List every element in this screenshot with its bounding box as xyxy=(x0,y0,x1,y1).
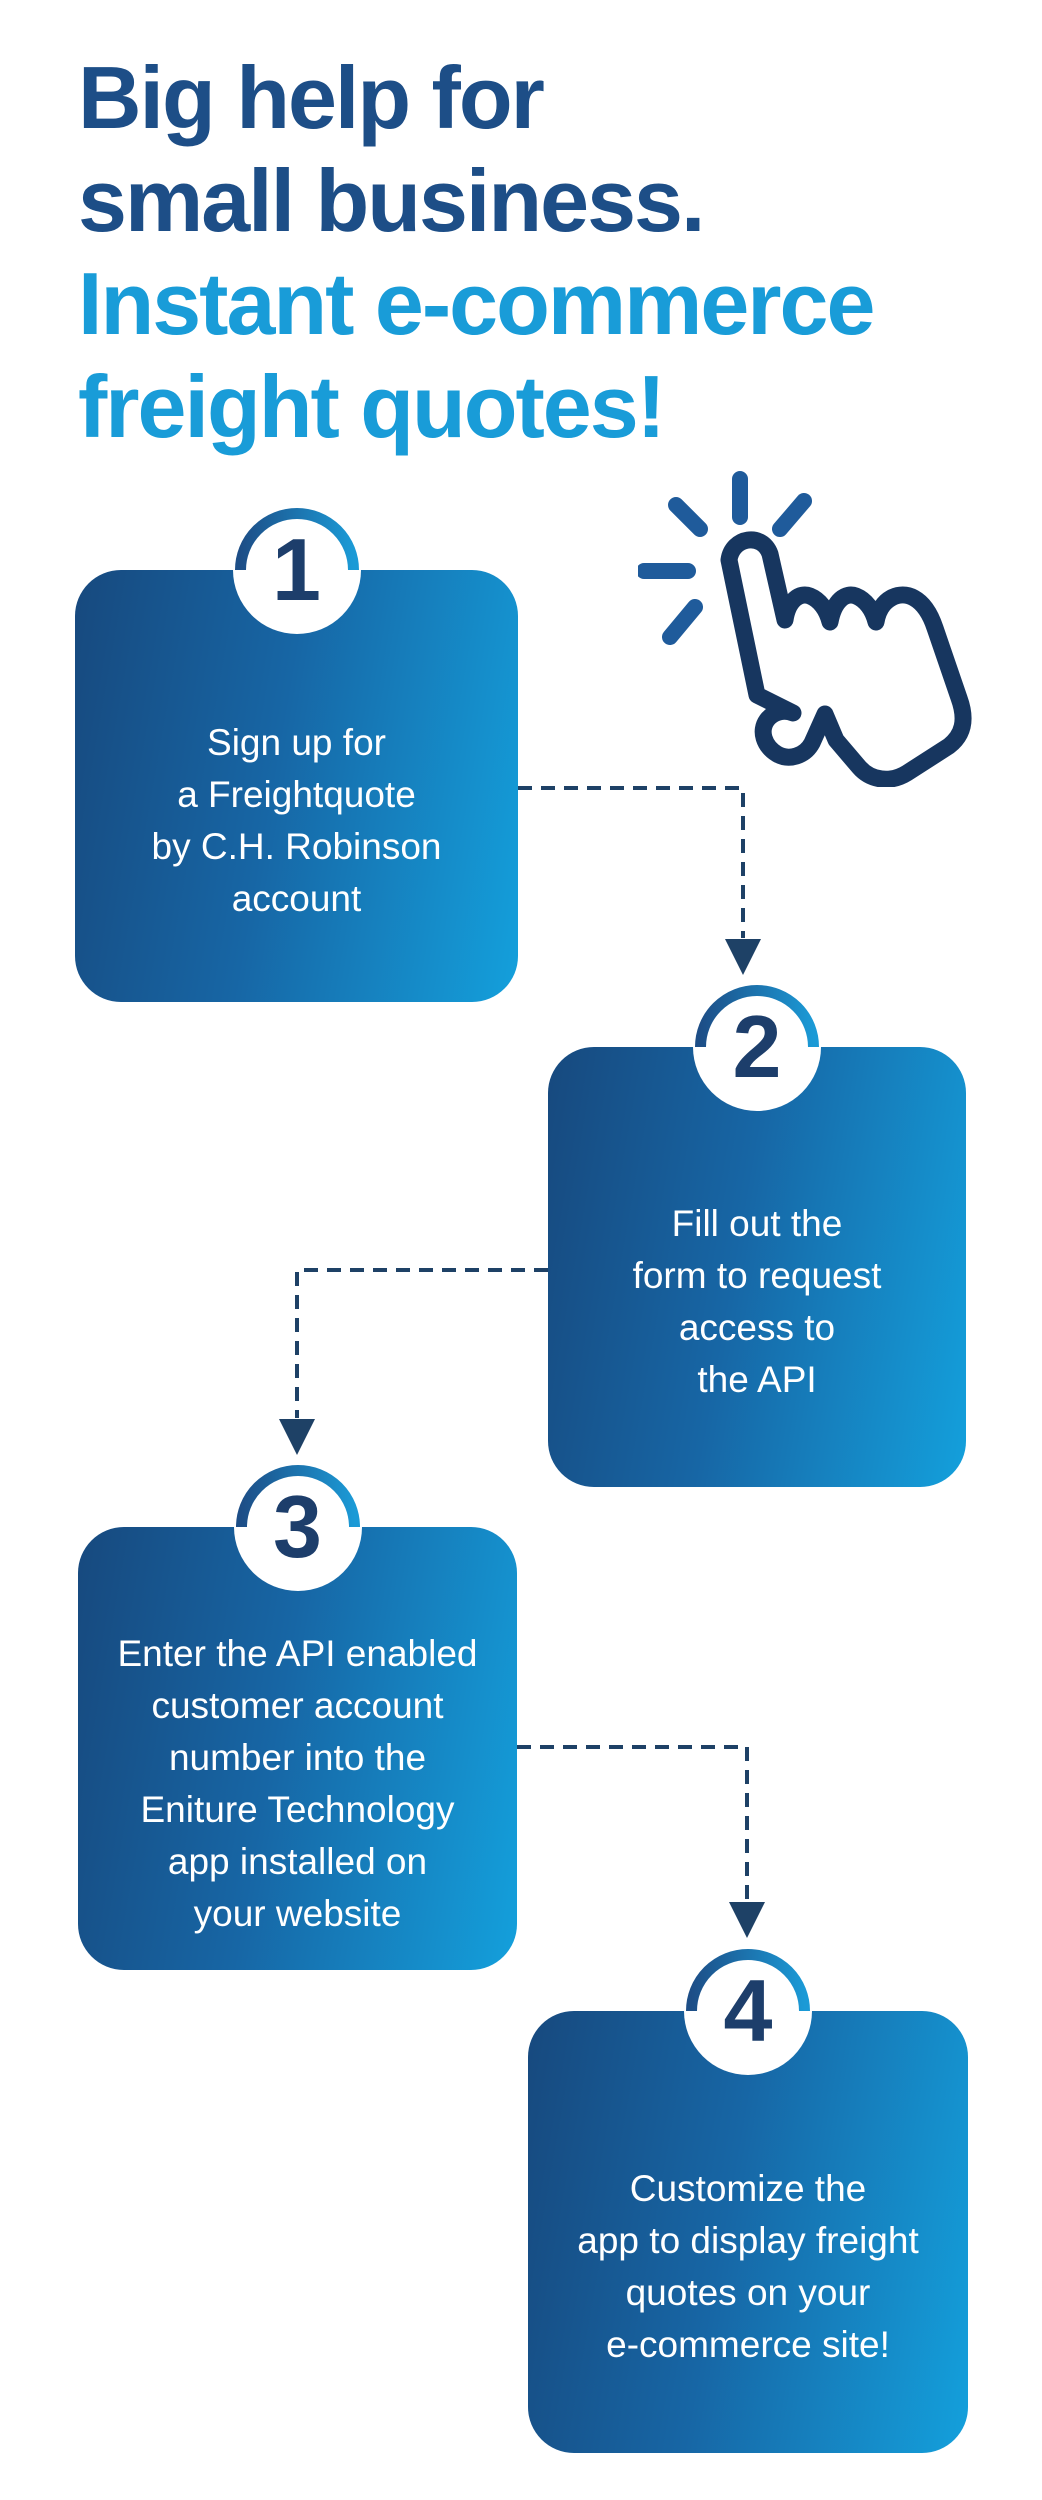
step-2-box xyxy=(548,997,966,1487)
step-number: 3 xyxy=(273,1477,322,1576)
click-hand-icon xyxy=(638,452,1038,787)
connector-step1-step2 xyxy=(518,788,743,938)
step-text-line: Eniture Technology xyxy=(140,1788,455,1830)
step-text-line: the API xyxy=(697,1359,817,1400)
step-number: 2 xyxy=(732,997,782,1096)
step-number: 4 xyxy=(723,1961,773,2060)
title-accent-line-2: freight quotes! xyxy=(78,357,664,456)
step-text-line: by C.H. Robinson xyxy=(151,826,442,867)
step-text-line: Sign up for xyxy=(207,722,386,763)
step-text-line: Fill out the xyxy=(671,1203,843,1244)
step-text-line: quotes on your xyxy=(625,2272,871,2313)
step-text-line: form to request xyxy=(632,1255,882,1296)
step-3-box xyxy=(78,1477,517,1970)
step-1-box xyxy=(75,520,518,1002)
pointing-hand-icon xyxy=(729,540,963,779)
title-accent-line-1: Instant e-commerce xyxy=(78,254,874,353)
step-3-number-badge xyxy=(234,1463,362,1591)
arrowhead-down-icon xyxy=(725,939,761,975)
step-1-text xyxy=(152,647,442,925)
title-line-1: Big help for xyxy=(78,48,543,147)
step-text-line: Customize the xyxy=(629,2168,867,2209)
connector-step2-step3 xyxy=(297,1270,548,1418)
step-text-line: app installed on xyxy=(167,1840,428,1882)
step-text-line: e-commerce site! xyxy=(606,2324,890,2365)
step-2-number-badge xyxy=(693,983,821,1111)
step-1-number-badge xyxy=(233,506,361,634)
step-text-line: customer account xyxy=(151,1684,444,1726)
title-line-2: small business. xyxy=(78,151,704,250)
step-text-line: account xyxy=(231,878,362,919)
step-text-line: access to xyxy=(678,1307,836,1348)
step-3-text xyxy=(118,1558,478,1940)
step-2-text xyxy=(633,1128,882,1406)
connector-step3-step4 xyxy=(517,1747,747,1901)
arrowhead-down-icon xyxy=(729,1902,765,1938)
page-title xyxy=(78,46,873,458)
step-text-line: a Freightquote xyxy=(177,774,416,815)
step-text-line: number into the xyxy=(168,1736,427,1778)
step-number: 1 xyxy=(272,520,321,619)
step-4-text xyxy=(577,2093,918,2371)
step-text-line: your website xyxy=(193,1892,402,1934)
arrowhead-down-icon xyxy=(279,1419,315,1455)
step-4-number-badge xyxy=(684,1947,812,2075)
step-4-box xyxy=(528,1961,968,2453)
step-text-line: Enter the API enabled xyxy=(117,1632,478,1674)
step-text-line: app to display freight xyxy=(577,2220,919,2261)
